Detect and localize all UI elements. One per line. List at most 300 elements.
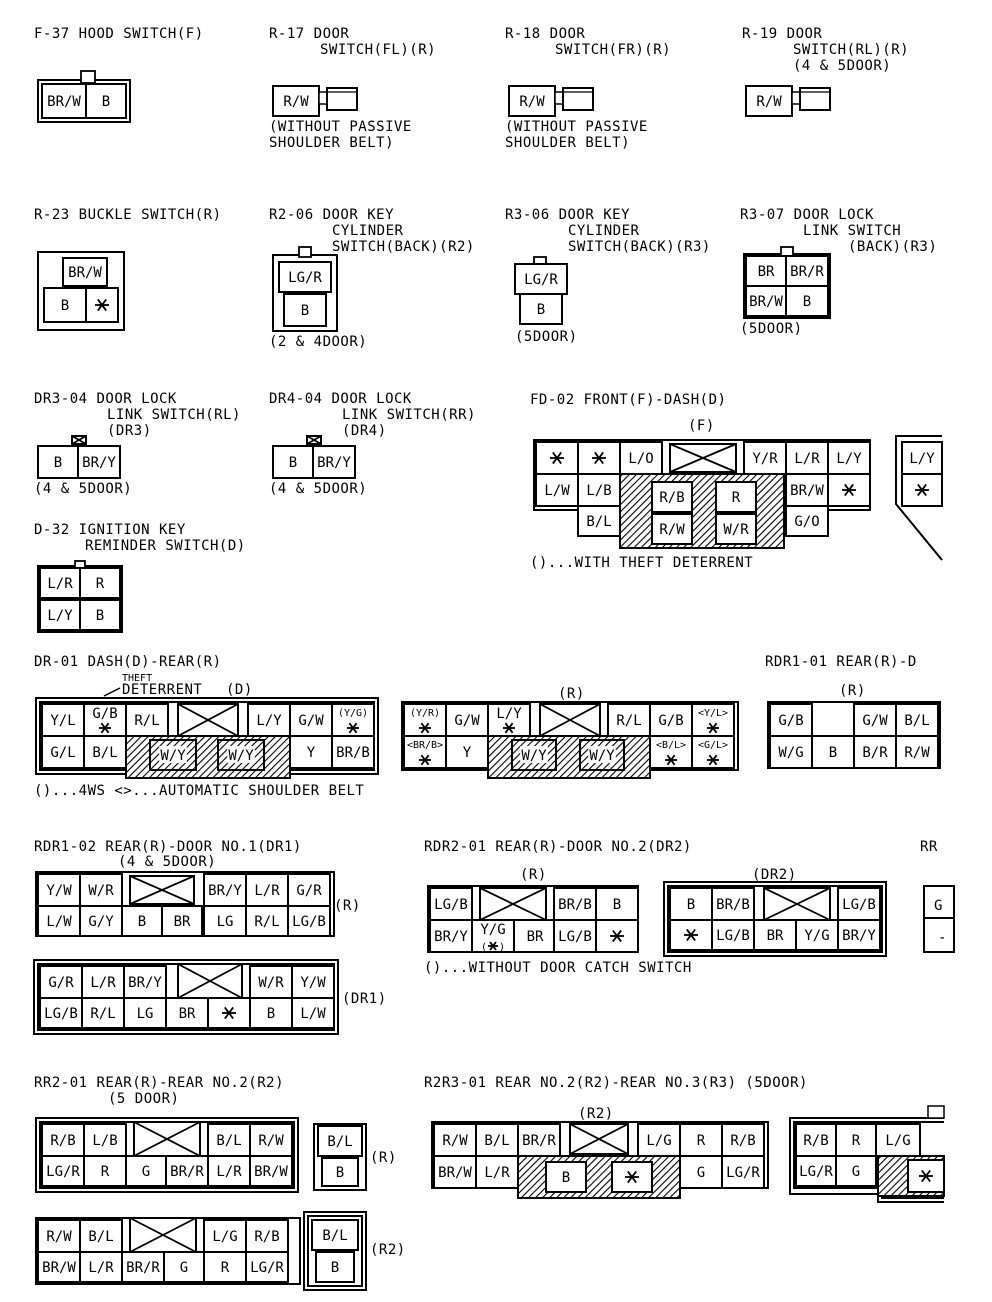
- terminal-cell: [80, 568, 120, 598]
- terminal-cell: [578, 442, 620, 474]
- terminal-text: L/W: [544, 483, 570, 499]
- connector-subtitle: (DR3): [107, 423, 152, 439]
- terminal-cell: [430, 920, 472, 952]
- plug-body: [800, 88, 830, 110]
- terminal-cell: [514, 920, 556, 952]
- terminal-text: Y/R: [752, 451, 778, 467]
- terminal-text: B: [266, 1006, 276, 1022]
- connector-title: R-23 BUCKLE SWITCH(R): [34, 207, 222, 223]
- terminal-text: R/W: [46, 1229, 72, 1245]
- terminal-cell: [836, 1156, 876, 1186]
- side-label: (F): [688, 418, 715, 434]
- terminal-text: R: [220, 1260, 230, 1276]
- terminal-text: L/B: [586, 483, 612, 499]
- terminal-text: G/O: [794, 514, 820, 530]
- terminal-cell: [40, 568, 80, 598]
- connector-title: DR4-04 DOOR LOCK: [269, 391, 412, 407]
- terminal-text: W/Y: [160, 748, 186, 764]
- terminal-cell: [716, 514, 756, 544]
- terminal-cell: [746, 286, 786, 316]
- terminal-text: -: [938, 930, 947, 946]
- terminal-cell: [620, 442, 662, 474]
- locking-tab: [81, 71, 95, 83]
- terminal-text: B: [802, 294, 812, 310]
- terminal-text: BR/W: [47, 94, 81, 110]
- terminal-cell: [712, 888, 754, 920]
- paren: (: [480, 942, 488, 953]
- terminal-text: G: [179, 1260, 189, 1276]
- terminal-cell: [430, 888, 472, 920]
- terminal-text: Y: [462, 745, 472, 761]
- terminal-cell: [786, 506, 828, 536]
- terminal-text: L/G: [646, 1133, 672, 1149]
- terminal-text: B/L: [92, 745, 118, 761]
- connector-title: D-32 IGNITION KEY: [34, 522, 186, 538]
- terminal-cell: [596, 920, 638, 952]
- terminal-cell: [84, 704, 126, 736]
- connector-title: FD-02 FRONT(F)-DASH(D): [530, 392, 727, 408]
- terminal-cell: [786, 256, 828, 286]
- terminal-text: R/W: [756, 94, 782, 110]
- terminal-cell: [292, 966, 334, 998]
- terminal-cell: [770, 736, 812, 768]
- connector-subtitle: SWITCH(BACK)(R2): [332, 239, 475, 255]
- connector-r17: [269, 26, 436, 151]
- terminal-cell: [854, 736, 896, 768]
- terminal-cell: [44, 288, 86, 322]
- connector-title: R2-06 DOOR KEY: [269, 207, 395, 223]
- terminal-text: R/B: [50, 1133, 76, 1149]
- terminal-cell: [246, 874, 288, 906]
- terminal-cell: [318, 1126, 362, 1156]
- terminal-cell: [404, 704, 446, 736]
- terminal-cell: [42, 84, 86, 118]
- terminal-cell: [722, 1156, 764, 1188]
- latch-mark: [307, 436, 321, 444]
- terminal-cell: [786, 474, 828, 506]
- terminal-cell: [578, 506, 620, 536]
- connector-dr304: [34, 391, 241, 497]
- terminal-cell: [332, 736, 374, 768]
- terminal-cell: [292, 998, 334, 1028]
- terminal-text: BR/R: [522, 1133, 556, 1149]
- terminal-cell: [446, 736, 488, 768]
- partial-title: RR: [920, 839, 938, 855]
- hatched-region: [518, 1156, 680, 1198]
- terminal-text: L/W: [46, 914, 72, 930]
- connector-subtitle: (4 & 5DOOR): [793, 58, 892, 74]
- terminal-cell: [580, 740, 624, 770]
- terminal-cell: [290, 736, 332, 768]
- terminal-text: G/R: [48, 975, 74, 991]
- terminal-cell: [518, 1124, 560, 1156]
- terminal-text: BR: [173, 914, 191, 930]
- terminal-cell: [313, 446, 355, 478]
- connector-subtitle: CYLINDER: [332, 223, 404, 239]
- terminal-text: R/W: [442, 1133, 468, 1149]
- terminal-text: R: [95, 576, 105, 592]
- terminal-cell: [124, 998, 166, 1028]
- terminal-cell: [515, 264, 567, 294]
- terminal-cell: [208, 1156, 250, 1186]
- terminal-cell: [488, 704, 530, 736]
- connector-title: F-37 HOOD SWITCH(F): [34, 26, 204, 42]
- terminal-cell: [322, 1158, 358, 1186]
- terminal-cell: [38, 906, 80, 936]
- terminal-text: R: [731, 490, 741, 506]
- terminal-cell: [38, 1220, 80, 1252]
- side-label: (DR1): [342, 991, 387, 1007]
- terminal-text: BR/W: [68, 265, 102, 281]
- terminal-cell: [63, 258, 107, 286]
- terminal-text: BR/Y: [82, 455, 116, 471]
- connector-subtitle: LINK SWITCH(RR): [342, 407, 476, 423]
- terminal-text: L/G: [212, 1229, 238, 1245]
- terminal-text: L/O: [628, 451, 654, 467]
- callout-label: THEFT: [122, 673, 153, 684]
- connector-d32: [34, 522, 246, 632]
- terminal-cell: [716, 482, 756, 512]
- terminal-cell: [596, 888, 638, 920]
- terminal-cell: [279, 262, 331, 292]
- connector-title: RDR2-01 REAR(R)-DOOR NO.2(DR2): [424, 839, 692, 855]
- terminal-text: R: [851, 1133, 861, 1149]
- terminal-cell: [246, 1252, 288, 1282]
- connector-title: RDR1-01 REAR(R)-D: [765, 654, 917, 670]
- terminal-text: BR: [766, 928, 784, 944]
- terminal-cell: [246, 1220, 288, 1252]
- terminal-text: L/R: [216, 1164, 242, 1180]
- terminal-cell: [204, 1220, 246, 1252]
- terminal-text: B: [60, 298, 70, 314]
- terminal-cell: [854, 704, 896, 736]
- side-label: (R): [520, 867, 547, 883]
- terminal-text: LG/B: [842, 897, 876, 913]
- terminal-text: L/Y: [47, 608, 73, 624]
- terminal-cell: [680, 1156, 722, 1188]
- terminal-cell: [126, 1156, 166, 1186]
- paren: ): [498, 942, 506, 953]
- terminal-text: G/Y: [88, 914, 114, 930]
- plug-body: [327, 88, 357, 110]
- terminal-text: BR/Y: [434, 929, 468, 945]
- terminal-text: B: [101, 94, 111, 110]
- terminal-cell: [744, 442, 786, 474]
- terminal-cell: [218, 740, 264, 770]
- terminal-text: L/R: [484, 1165, 510, 1181]
- terminal-text: G: [934, 898, 943, 914]
- terminal-cell: [638, 1124, 680, 1156]
- terminal-text: B: [536, 302, 546, 318]
- connector-title: R-19 DOOR: [742, 26, 823, 42]
- terminal-text: R/B: [659, 490, 685, 506]
- terminal-text: L/R: [47, 576, 73, 592]
- terminal-cell: [166, 998, 208, 1028]
- side-label: (R2): [578, 1106, 614, 1122]
- terminal-cell: [284, 294, 326, 326]
- terminal-text: R/B: [730, 1133, 756, 1149]
- terminal-text: LG/B: [292, 914, 326, 930]
- terminal-text: B/R: [862, 745, 888, 761]
- terminal-text: B/L: [327, 1134, 353, 1150]
- terminal-cell: [204, 874, 246, 906]
- connector-r307: [740, 207, 937, 337]
- connector-subtitle: (4 & 5DOOR): [118, 854, 217, 870]
- terminal-cell: [509, 86, 555, 116]
- terminal-text: R/W: [904, 745, 930, 761]
- terminal-text: R/L: [616, 713, 642, 729]
- terminal-cell: [82, 966, 124, 998]
- terminal-text: LG/B: [434, 897, 468, 913]
- terminal-cell: [42, 704, 84, 736]
- terminal-text: L/R: [88, 1260, 114, 1276]
- terminal-text: BR/W: [749, 294, 783, 310]
- locking-tab: [299, 247, 311, 257]
- terminal-cell: [166, 1156, 208, 1186]
- terminal-cell: [554, 920, 596, 952]
- side-label: (R): [370, 1150, 397, 1166]
- terminal-cell: [404, 736, 446, 768]
- terminal-cell: [796, 920, 838, 950]
- terminal-cell: [828, 474, 870, 506]
- terminal-cell: [332, 704, 374, 736]
- terminal-text: BR/B: [716, 897, 750, 913]
- connector-r306: [505, 207, 711, 345]
- terminal-text: BR/R: [790, 264, 824, 280]
- terminal-text: W/Y: [228, 748, 254, 764]
- terminal-text: R/B: [803, 1133, 829, 1149]
- terminal-text: BR/B: [336, 745, 370, 761]
- terminal-cell: [316, 1252, 354, 1282]
- terminal-cell: [434, 1156, 476, 1188]
- terminal-text: BR: [178, 1006, 196, 1022]
- terminal-cell: [78, 446, 120, 478]
- connector-title: RDR1-02 REAR(R)-DOOR NO.1(DR1): [34, 839, 302, 855]
- terminal-cell: [692, 736, 734, 768]
- connector-note: (4 & 5DOOR): [269, 481, 368, 497]
- terminal-text: B: [561, 1170, 571, 1186]
- terminal-cell: [520, 294, 562, 324]
- terminal-cell: [40, 600, 80, 630]
- terminal-text: W/Y: [589, 748, 615, 764]
- terminal-text: B: [53, 455, 63, 471]
- terminal-cell: [248, 704, 290, 736]
- terminal-cell: [250, 966, 292, 998]
- connector-subtitle: CYLINDER: [568, 223, 640, 239]
- terminal-cell: [554, 888, 596, 920]
- terminal-text: <BR/B>: [406, 740, 444, 751]
- terminal-cell: [84, 1156, 126, 1186]
- terminal-cell: [838, 888, 880, 920]
- terminal-text: BR/W: [254, 1164, 288, 1180]
- connector-subtitle: (BACK)(R3): [848, 239, 938, 255]
- terminal-cell: [86, 84, 126, 118]
- side-label: (R2): [370, 1242, 406, 1258]
- connector-dr404: [269, 391, 476, 497]
- terminal-cell: [746, 86, 792, 116]
- terminal-cell: [754, 920, 796, 950]
- plug-tab: [319, 92, 327, 104]
- terminal-text: W/Y: [521, 748, 547, 764]
- terminal-cell: [204, 1252, 246, 1282]
- terminal-text: BR: [526, 929, 544, 945]
- terminal-text: G/R: [296, 883, 322, 899]
- terminal-text: BR/Y: [317, 455, 351, 471]
- terminal-text: G/W: [454, 713, 480, 729]
- connector-note: SHOULDER BELT): [269, 135, 395, 151]
- terminal-cell: [680, 1124, 722, 1156]
- connector-note: SHOULDER BELT): [505, 135, 631, 151]
- terminal-text: LG/R: [46, 1164, 80, 1180]
- connector-r206: [269, 207, 475, 350]
- connector-subtitle: SWITCH(RL)(R): [793, 42, 910, 58]
- terminal-text: R/W: [659, 522, 685, 538]
- connector-subtitle: LINK SWITCH(RL): [107, 407, 241, 423]
- terminal-cell: [650, 736, 692, 768]
- connector-r2r301: [424, 1075, 944, 1202]
- terminal-cell: [208, 998, 250, 1028]
- terminal-text: B: [330, 1260, 340, 1276]
- terminal-cell: [38, 874, 80, 906]
- terminal-cell: [38, 1252, 80, 1282]
- connector-subtitle: LINK SWITCH: [803, 223, 902, 239]
- terminal-text: BR/Y: [208, 883, 242, 899]
- connector-title: R-18 DOOR: [505, 26, 586, 42]
- terminal-cell: [692, 704, 734, 736]
- terminal-text: B/L: [484, 1133, 510, 1149]
- terminal-cell: [786, 442, 828, 474]
- terminal-text: BR/R: [126, 1260, 160, 1276]
- terminal-cell: [896, 736, 938, 768]
- terminal-cell: [902, 442, 942, 474]
- terminal-cell: [828, 442, 870, 474]
- side-label: (R): [334, 898, 361, 914]
- partial-connector: [896, 436, 942, 560]
- terminal-text: L/G: [885, 1133, 911, 1149]
- connector-dr01: [34, 654, 738, 799]
- terminal-cell: [770, 704, 812, 736]
- terminal-text: B/L: [216, 1133, 242, 1149]
- terminal-text: L/Y: [496, 706, 522, 722]
- terminal-cell: [312, 1220, 358, 1250]
- terminal-cell: [670, 920, 712, 950]
- plug-body: [563, 88, 593, 110]
- connector-title: DR-01 DASH(D)-REAR(R): [34, 654, 222, 670]
- terminal-text: B: [686, 897, 696, 913]
- connector-note: (4 & 5DOOR): [34, 481, 133, 497]
- terminal-cell: [546, 1162, 586, 1192]
- terminal-cell: [126, 704, 168, 736]
- terminal-cell: [722, 1124, 764, 1156]
- terminal-cell: [902, 474, 942, 506]
- terminal-text: R/B: [254, 1229, 280, 1245]
- terminal-text: W/R: [723, 522, 749, 538]
- terminal-text: (Y/G): [337, 708, 369, 719]
- connector-note: ()...WITHOUT DOOR CATCH SWITCH: [424, 960, 692, 976]
- terminal-text: L/B: [92, 1133, 118, 1149]
- terminal-text: W/R: [88, 883, 114, 899]
- terminal-cell: [288, 874, 330, 906]
- terminal-text: LG/B: [558, 929, 592, 945]
- terminal-cell: [122, 1252, 164, 1282]
- terminal-text: B: [288, 455, 298, 471]
- terminal-cell: [536, 474, 578, 506]
- terminal-cell: [812, 736, 854, 768]
- terminal-cell: [86, 288, 118, 322]
- terminal-cell: [273, 446, 313, 478]
- connector-r18: [505, 26, 671, 151]
- terminal-text: <Y/L>: [697, 708, 729, 719]
- terminal-text: LG/R: [799, 1164, 833, 1180]
- terminal-text: Y/L: [50, 713, 76, 729]
- terminal-text: <G/L>: [697, 740, 729, 751]
- terminal-text: L/W: [300, 1006, 326, 1022]
- terminal-cell: [246, 906, 288, 936]
- terminal-cell: [250, 1124, 292, 1156]
- connector-note: (5DOOR): [515, 329, 578, 345]
- terminal-text: BR/W: [790, 483, 824, 499]
- terminal-cell: [786, 286, 828, 316]
- terminal-text: LG/R: [726, 1165, 760, 1181]
- connector-r19: [742, 26, 909, 116]
- terminal-cell: [40, 966, 82, 998]
- connector-f37: [34, 26, 204, 122]
- terminal-cell: [164, 1252, 204, 1282]
- terminal-text: B: [137, 914, 147, 930]
- latch-mark: [72, 436, 86, 444]
- locking-tab: [928, 1106, 944, 1118]
- terminal-text: L/Y: [909, 451, 935, 467]
- connector-note: (WITHOUT PASSIVE: [505, 119, 648, 135]
- terminal-text: L/R: [794, 451, 820, 467]
- terminal-cell: [434, 1124, 476, 1156]
- connector-subtitle: (5 DOOR): [108, 1091, 180, 1107]
- terminal-text: W/G: [778, 745, 804, 761]
- terminal-text: BR/Y: [842, 928, 876, 944]
- terminal-text: G: [696, 1165, 706, 1181]
- terminal-cell: [82, 998, 124, 1028]
- connector-fd02: [530, 392, 942, 571]
- connector-note: (2 & 4DOOR): [269, 334, 368, 350]
- terminal-text: G/B: [778, 713, 804, 729]
- terminal-cell: [446, 704, 488, 736]
- plug-tab: [792, 92, 800, 104]
- terminal-text: B: [300, 303, 310, 319]
- side-label: (R): [558, 686, 585, 702]
- connector-title: R2R3-01 REAR NO.2(R2)-REAR NO.3(R3) (5DOOR): [424, 1075, 808, 1091]
- connector-rdr102: [34, 839, 387, 1034]
- connector-rdr201: [424, 839, 954, 976]
- connector-note: (5DOOR): [740, 321, 803, 337]
- terminal-cell: [472, 920, 514, 953]
- terminal-text: B: [828, 745, 838, 761]
- terminal-text: L/Y: [256, 713, 282, 729]
- terminal-text: LG/R: [524, 272, 558, 288]
- terminal-text: Y/G: [480, 922, 506, 938]
- terminal-cell: [42, 1156, 84, 1186]
- terminal-cell: [838, 920, 880, 950]
- terminal-cell: [876, 1124, 920, 1156]
- terminal-cell: [650, 704, 692, 736]
- terminal-text: B: [335, 1165, 345, 1181]
- terminal-text: B/L: [586, 514, 612, 530]
- terminal-text: L/Y: [836, 451, 862, 467]
- terminal-cell: [208, 1124, 250, 1156]
- terminal-text: BR/R: [170, 1164, 204, 1180]
- terminal-cell: [836, 1124, 876, 1156]
- terminal-cell: [652, 482, 692, 512]
- connector-r23: [34, 207, 222, 330]
